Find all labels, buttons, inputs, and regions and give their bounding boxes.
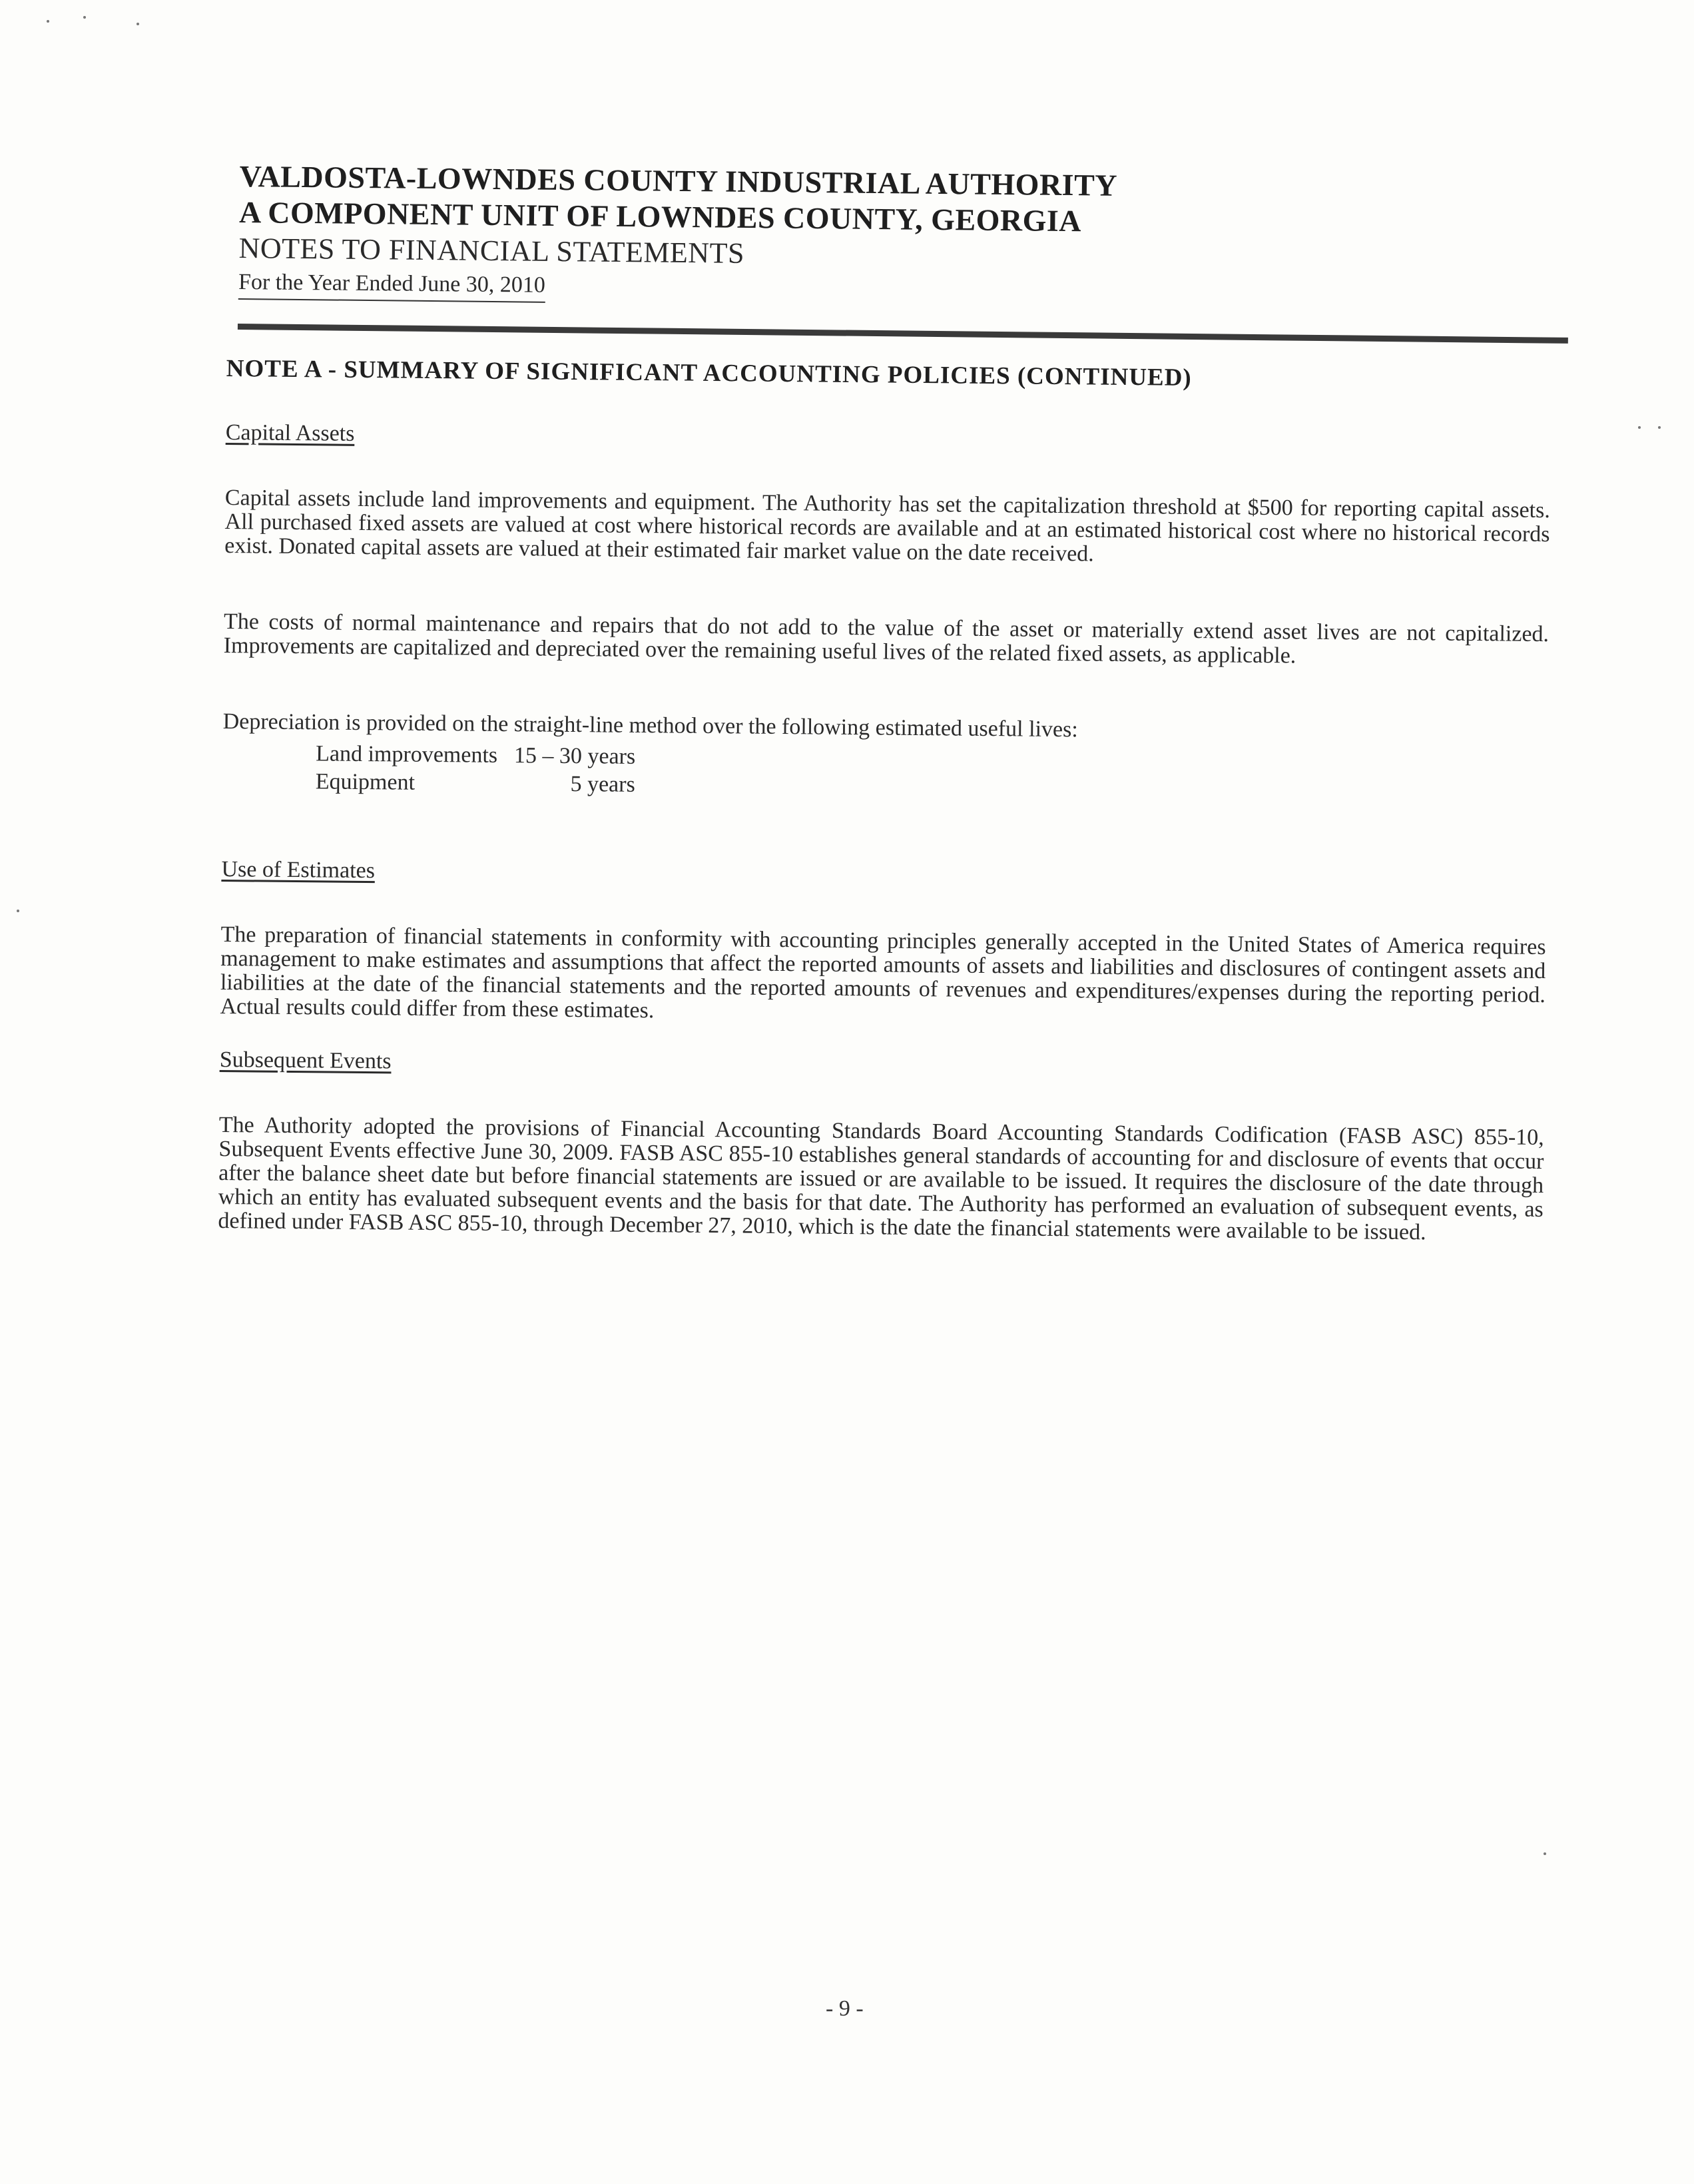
scan-speck [1544,1852,1546,1855]
header-divider [238,324,1568,344]
scan-speck [47,20,49,23]
useful-life-label: Land improvements [316,741,498,768]
useful-life-label: Equipment [315,769,416,795]
document-header [238,158,1565,314]
scan-speck [1638,426,1641,429]
useful-life-value: 5 years [570,771,635,797]
document-title: NOTES TO FINANCIAL STATEMENTS [238,231,745,270]
useful-life-value: 15 – 30 years [513,743,636,769]
reporting-period: For the Year Ended June 30, 2010 [238,266,545,303]
use-of-estimates-paragraph: The preparation of financial statements in conformity with accounting principles generally accepted in the United States of America requires management to make estimates and assumptions that affect the reported amounts of assets and liabilities and disclosures of contingent assets and liabilities at the date of the financial statements and the reported amounts of revenues and expenditures/expenses during the reporting period. Actual results could differ from these estimates. [220,922,1546,1023]
note-title: NOTE A - SUMMARY OF SIGNIFICANT ACCOUNTING POLICIES (CONTINUED) [226,354,1192,392]
capital-assets-paragraph-3: Depreciation is provided on the straight-line method over the following estimated useful lives: [222,708,1078,742]
organization-name: VALDOSTA-LOWNDES COUNTY INDUSTRIAL AUTHORITY [239,158,1118,202]
section-heading-subsequent-events: Subsequent Events [219,1047,392,1074]
useful-lives-table [222,739,1548,808]
subsequent-events-paragraph: The Authority adopted the provisions of Financial Accounting Standards Board Accounting Standards Codification (FASB ASC) 855-10, Subsequent Events effective June 30, 2009. FASB ASC 855-10 establishes general standards of accounting for and disclosure of events that occur after the balance sheet date but before financial statements are issued or are available to be issued. It requires the disclosure of the date through which an entity has evaluated subsequent events and the basis for that date. The Authority has performed an evaluation of subsequent events, as defined under FASB ASC 855-10, through December 27, 2010, which is the date the financial statements were available to be issued. [218,1112,1544,1245]
document-body [218,353,1552,1298]
component-unit-name: A COMPONENT UNIT OF LOWNDES COUNTY, GEORGIA [238,194,1082,238]
capital-assets-paragraph-1: Capital assets include land improvements and equipment. The Authority has set the capitalization threshold at $500 for reporting capital assets. All purchased fixed assets are valued at cost where historical records are available and at an estimated historical cost where no historical records exist. Donated capital assets are valued at their estimated fair market value on the date received. [224,485,1550,567]
scan-speck [83,16,86,19]
capital-assets-paragraph-2: The costs of normal maintenance and repairs that do not add to the value of the asset or materially extend asset lives are not capitalized. Improvements are capitalized and depreciated over the remaining useful lives of the related fixed assets, as applicable. [223,609,1550,669]
scan-speck [137,23,139,25]
page-number: - 9 - [826,1996,864,2021]
scan-speck [17,910,19,912]
section-heading-use-of-estimates: Use of Estimates [221,856,376,884]
section-heading-capital-assets: Capital Assets [225,419,355,446]
useful-life-row [316,740,928,769]
scan-speck [1658,426,1661,429]
